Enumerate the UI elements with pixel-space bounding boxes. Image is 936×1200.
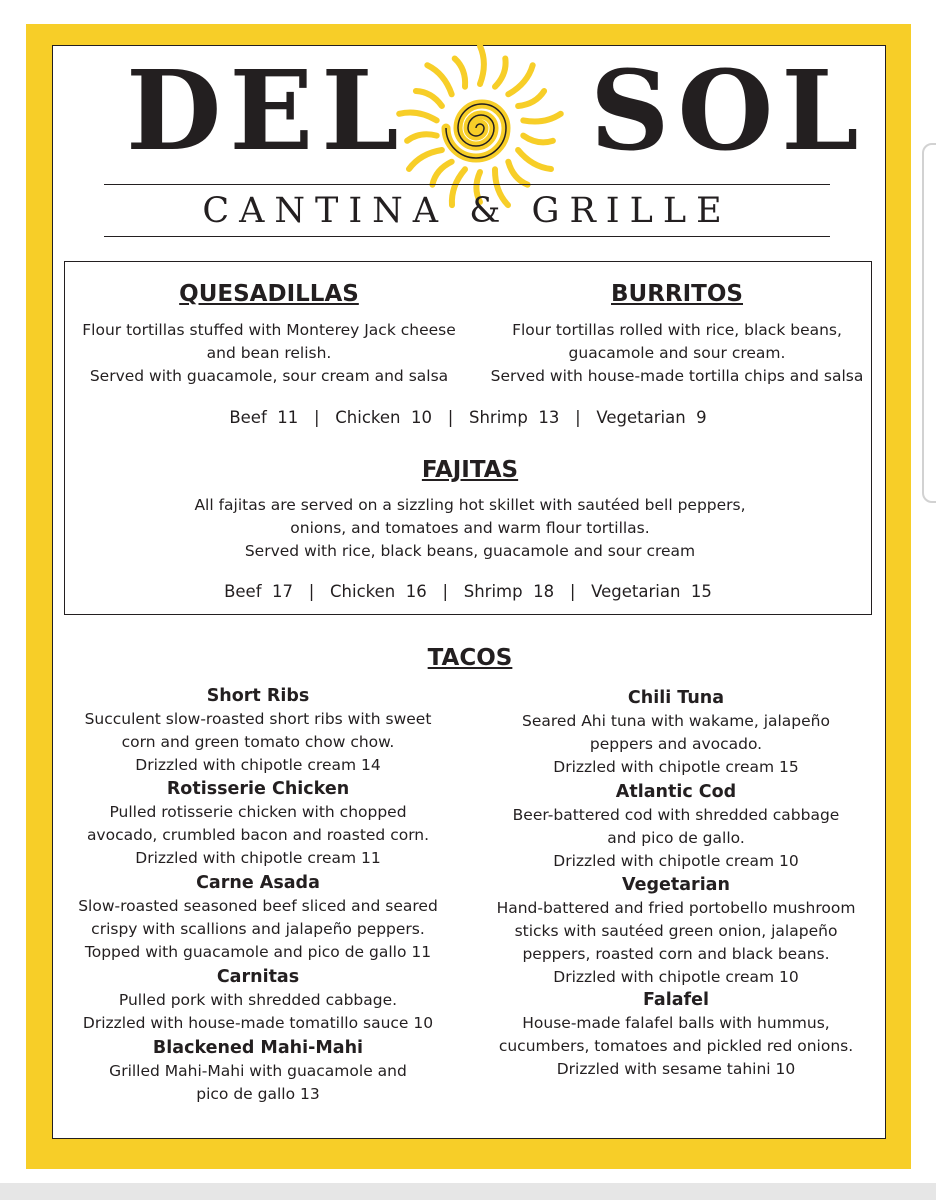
taco-line: Pulled rotisserie chicken with chopped bbox=[109, 803, 407, 821]
taco-line: Hand-battered and fried portobello mushroom bbox=[496, 899, 856, 917]
taco-line: peppers and avocado. bbox=[589, 735, 763, 753]
burritos-line: Served with house-made tortilla chips and salsa bbox=[490, 367, 864, 385]
taco-item bbox=[497, 873, 856, 989]
taco-item bbox=[109, 1036, 407, 1106]
taco-line: peppers, roasted corn and black beans. bbox=[522, 945, 830, 963]
taco-line: crispy with scallions and jalapeño peppers. bbox=[91, 920, 425, 938]
taco-line: Drizzled with house-made tomatillo sauce 10 bbox=[82, 1014, 434, 1032]
sun-ray bbox=[455, 59, 465, 87]
taco-line: pico de gallo 13 bbox=[196, 1085, 320, 1103]
taco-name: Blackened Mahi-Mahi bbox=[152, 1038, 364, 1058]
taco-name: Falafel bbox=[642, 990, 710, 1010]
taco-line: Drizzled with sesame tahini 10 bbox=[556, 1060, 796, 1078]
brand-name-left: DEL bbox=[126, 46, 407, 175]
sun-ray bbox=[399, 112, 437, 120]
burritos-line: Flour tortillas rolled with rice, black beans, bbox=[512, 321, 842, 339]
sun-ray bbox=[523, 136, 553, 143]
quesadilla-burrito-prices: Beef 11 | Chicken 10 | Shrimp 13 | Vegetarian 9 bbox=[229, 408, 707, 427]
taco-name: Short Ribs bbox=[206, 686, 310, 706]
bottom-scroll-strip bbox=[0, 1183, 936, 1200]
taco-item bbox=[85, 684, 432, 777]
taco-line: Grilled Mahi-Mahi with guacamole and bbox=[109, 1062, 407, 1080]
header-rule-top bbox=[104, 184, 830, 185]
taco-name: Vegetarian bbox=[622, 875, 730, 895]
sun-ray bbox=[508, 65, 532, 94]
taco-item bbox=[87, 777, 429, 870]
fajitas-line: onions, and tomatoes and warm flour tortillas. bbox=[290, 519, 650, 537]
taco-line: cucumbers, tomatoes and pickled red onions. bbox=[498, 1037, 854, 1055]
taco-line: Pulled pork with shredded cabbage. bbox=[118, 991, 398, 1009]
taco-line: Drizzled with chipotle cream 10 bbox=[553, 968, 799, 986]
quesadillas-line: and bean relish. bbox=[206, 344, 332, 362]
taco-item bbox=[83, 965, 433, 1035]
header-rule-bottom bbox=[104, 236, 830, 237]
taco-line: Seared Ahi tuna with wakame, jalapeño bbox=[522, 712, 830, 730]
taco-name: Chili Tuna bbox=[627, 688, 725, 708]
taco-item bbox=[499, 988, 853, 1081]
brand-subtitle: CANTINA & GRILLE bbox=[202, 191, 732, 231]
fajitas-description bbox=[194, 494, 745, 563]
taco-line: and pico de gallo. bbox=[607, 829, 745, 847]
sun-spiral-icon bbox=[380, 30, 580, 210]
taco-name: Atlantic Cod bbox=[615, 782, 737, 802]
taco-name: Carnitas bbox=[216, 967, 300, 987]
taco-line: Drizzled with chipotle cream 10 bbox=[553, 852, 799, 870]
tacos-title: TACOS bbox=[427, 645, 513, 671]
fajitas-prices: Beef 17 | Chicken 16 | Shrimp 18 | Vegetarian 15 bbox=[224, 582, 712, 601]
sun-ray bbox=[480, 46, 484, 84]
taco-line: Drizzled with chipotle cream 15 bbox=[553, 758, 799, 776]
taco-line: avocado, crumbled bacon and roasted corn. bbox=[86, 826, 430, 844]
fajitas-line: All fajitas are served on a sizzling hot skillet with sautéed bell peppers, bbox=[194, 496, 746, 514]
scroll-tab[interactable] bbox=[922, 143, 936, 503]
taco-item bbox=[522, 686, 830, 779]
taco-line: sticks with sautéed green onion, jalapeño bbox=[514, 922, 838, 940]
quesadillas-description bbox=[82, 319, 456, 388]
taco-name: Carne Asada bbox=[196, 873, 320, 893]
sun-ray bbox=[427, 65, 451, 94]
sun-ray bbox=[409, 150, 442, 169]
taco-line: Topped with guacamole and pico de gallo 11 bbox=[84, 943, 432, 961]
fajitas-line: Served with rice, black beans, guacamole and sour cream bbox=[244, 542, 696, 560]
sun-ray bbox=[432, 162, 451, 185]
sun-ray bbox=[495, 59, 506, 87]
fajitas-title: FAJITAS bbox=[421, 457, 519, 483]
sun-ray bbox=[416, 91, 442, 106]
sun-ray bbox=[508, 162, 527, 185]
taco-line: Succulent slow-roasted short ribs with sweet bbox=[84, 710, 432, 728]
quesadillas-title: QUESADILLAS bbox=[179, 281, 359, 307]
sun-ray bbox=[407, 134, 437, 141]
taco-line: Drizzled with chipotle cream 14 bbox=[135, 756, 381, 774]
taco-line: House-made falafel balls with hummus, bbox=[522, 1014, 830, 1032]
taco-line: corn and green tomato chow chow. bbox=[121, 733, 395, 751]
sun-ray bbox=[523, 114, 561, 122]
sun-ray bbox=[518, 150, 551, 169]
taco-item bbox=[513, 780, 840, 873]
taco-line: Slow-roasted seasoned beef sliced and seared bbox=[78, 897, 438, 915]
burritos-title: BURRITOS bbox=[611, 281, 743, 307]
taco-item bbox=[78, 871, 438, 964]
quesadillas-line: Served with guacamole, sour cream and salsa bbox=[89, 367, 449, 385]
taco-name: Rotisserie Chicken bbox=[166, 779, 350, 799]
burritos-description bbox=[491, 319, 864, 388]
quesadillas-line: Flour tortillas stuffed with Monterey Jack cheese bbox=[82, 321, 456, 339]
taco-line: Drizzled with chipotle cream 11 bbox=[135, 849, 381, 867]
brand-name-right: SOL bbox=[590, 46, 867, 175]
sun-ray bbox=[518, 91, 544, 106]
taco-line: Beer-battered cod with shredded cabbage bbox=[512, 806, 840, 824]
burritos-line: guacamole and sour cream. bbox=[568, 344, 786, 362]
